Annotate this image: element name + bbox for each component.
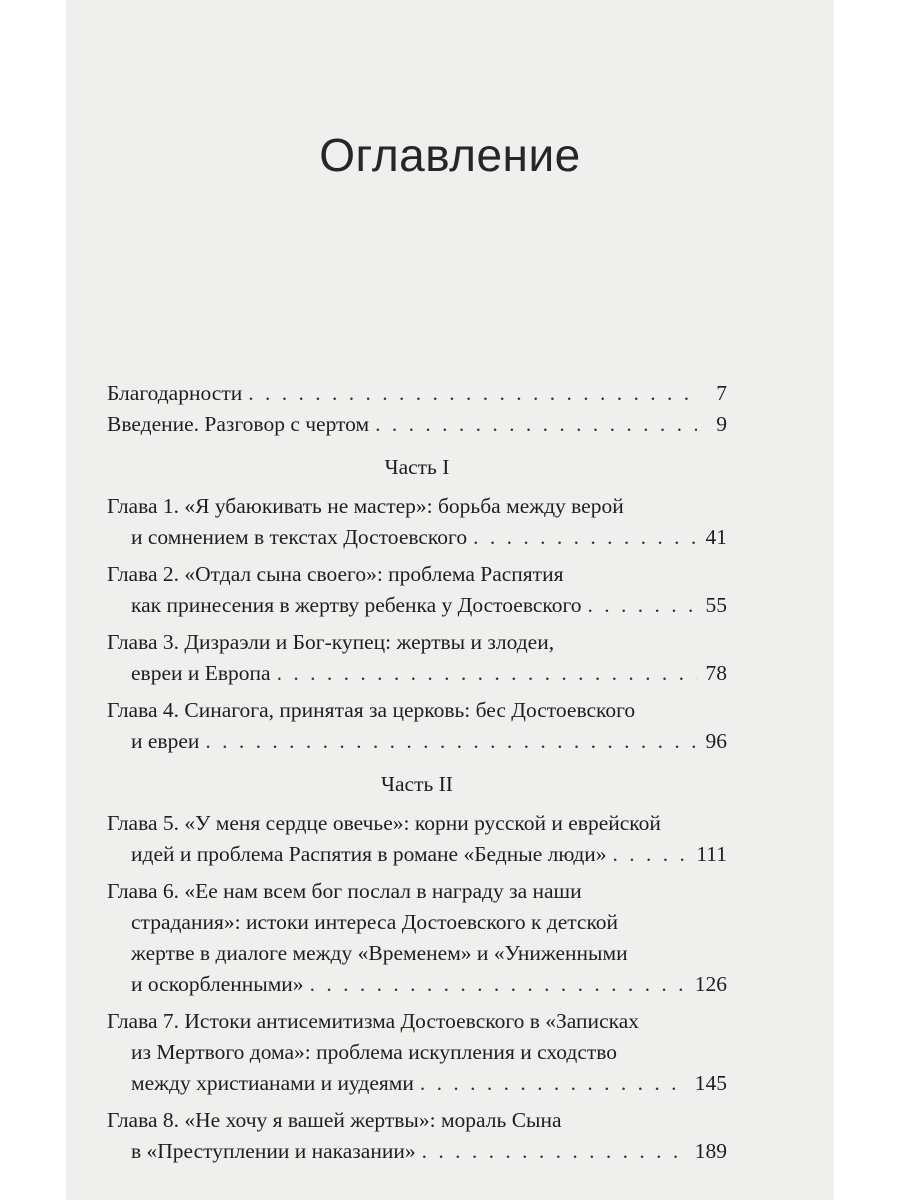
leader-dots xyxy=(613,839,691,870)
entry-line: Глава 1. «Я убаюкивать не мастер»: борьба между верой xyxy=(107,494,624,518)
toc-entry-chapter-5[interactable] xyxy=(107,808,727,870)
page-number: 189 xyxy=(694,1139,727,1163)
page-number: 78 xyxy=(705,661,727,685)
toc-entry-acknowledgements[interactable] xyxy=(107,378,727,409)
entry-line: Глава 7. Истоки антисемитизма Достоевского в «Записках xyxy=(107,1009,640,1033)
part-heading: Часть I xyxy=(384,455,450,479)
entry-line: Глава 2. «Отдал сына своего»: проблема Распятия xyxy=(107,562,564,586)
entry-label: Введение. Разговор с чертом xyxy=(107,412,370,436)
leader-dots xyxy=(422,1136,689,1167)
table-of-contents xyxy=(107,378,727,1173)
leader-dots xyxy=(248,378,697,409)
leader-dots xyxy=(588,590,697,621)
toc-entry-chapter-7[interactable] xyxy=(107,1006,727,1099)
entry-line: евреи и Европа xyxy=(131,661,271,685)
entry-line: страдания»: истоки интереса Достоевского к детской xyxy=(131,910,619,934)
entry-label: Благодарности xyxy=(107,381,243,405)
page-number: 55 xyxy=(705,593,727,617)
toc-entry-introduction[interactable] xyxy=(107,409,727,440)
entry-line: и оскорбленными» xyxy=(131,972,304,996)
page-number: 41 xyxy=(705,525,727,549)
leader-dots xyxy=(420,1068,689,1099)
page-number: 126 xyxy=(694,972,727,996)
leader-dots xyxy=(310,969,689,1000)
entry-line: Глава 6. «Ее нам всем бог послал в награду за наши xyxy=(107,879,582,903)
leader-dots xyxy=(375,409,697,440)
toc-entry-chapter-4[interactable] xyxy=(107,695,727,757)
entry-line: в «Преступлении и наказании» xyxy=(131,1139,416,1163)
page-number: 111 xyxy=(696,842,727,866)
leader-dots xyxy=(473,522,697,553)
page-number: 96 xyxy=(705,729,727,753)
entry-line: идей и проблема Распятия в романе «Бедные люди» xyxy=(131,842,607,866)
page-title: Оглавление xyxy=(319,129,581,181)
toc-entry-chapter-6[interactable] xyxy=(107,876,727,1000)
leader-dots xyxy=(277,658,697,689)
toc-entry-chapter-1[interactable] xyxy=(107,491,727,553)
page-number: 7 xyxy=(716,381,727,405)
page-number: 9 xyxy=(716,412,727,436)
page-number: 145 xyxy=(694,1071,727,1095)
entry-line: как принесения в жертву ребенка у Достоевского xyxy=(131,593,582,617)
toc-entry-chapter-8[interactable] xyxy=(107,1105,727,1167)
part-heading: Часть II xyxy=(381,772,453,796)
leader-dots xyxy=(205,726,697,757)
entry-line: Глава 8. «Не хочу я вашей жертвы»: мораль Сына xyxy=(107,1108,562,1132)
entry-line: Глава 3. Дизраэли и Бог-купец: жертвы и злодеи, xyxy=(107,630,555,654)
toc-entry-chapter-2[interactable] xyxy=(107,559,727,621)
entry-line: Глава 4. Синагога, принятая за церковь: бес Достоевского xyxy=(107,698,636,722)
entry-line: из Мертвого дома»: проблема искупления и сходство xyxy=(131,1040,618,1064)
entry-line: и евреи xyxy=(131,729,200,753)
toc-entry-chapter-3[interactable] xyxy=(107,627,727,689)
entry-line: между христианами и иудеями xyxy=(131,1071,414,1095)
entry-line: Глава 5. «У меня сердце овечье»: корни русской и еврейской xyxy=(107,811,661,835)
entry-line: жертве в диалоге между «Временем» и «Униженными xyxy=(131,941,628,965)
entry-line: и сомнением в текстах Достоевского xyxy=(131,525,468,549)
